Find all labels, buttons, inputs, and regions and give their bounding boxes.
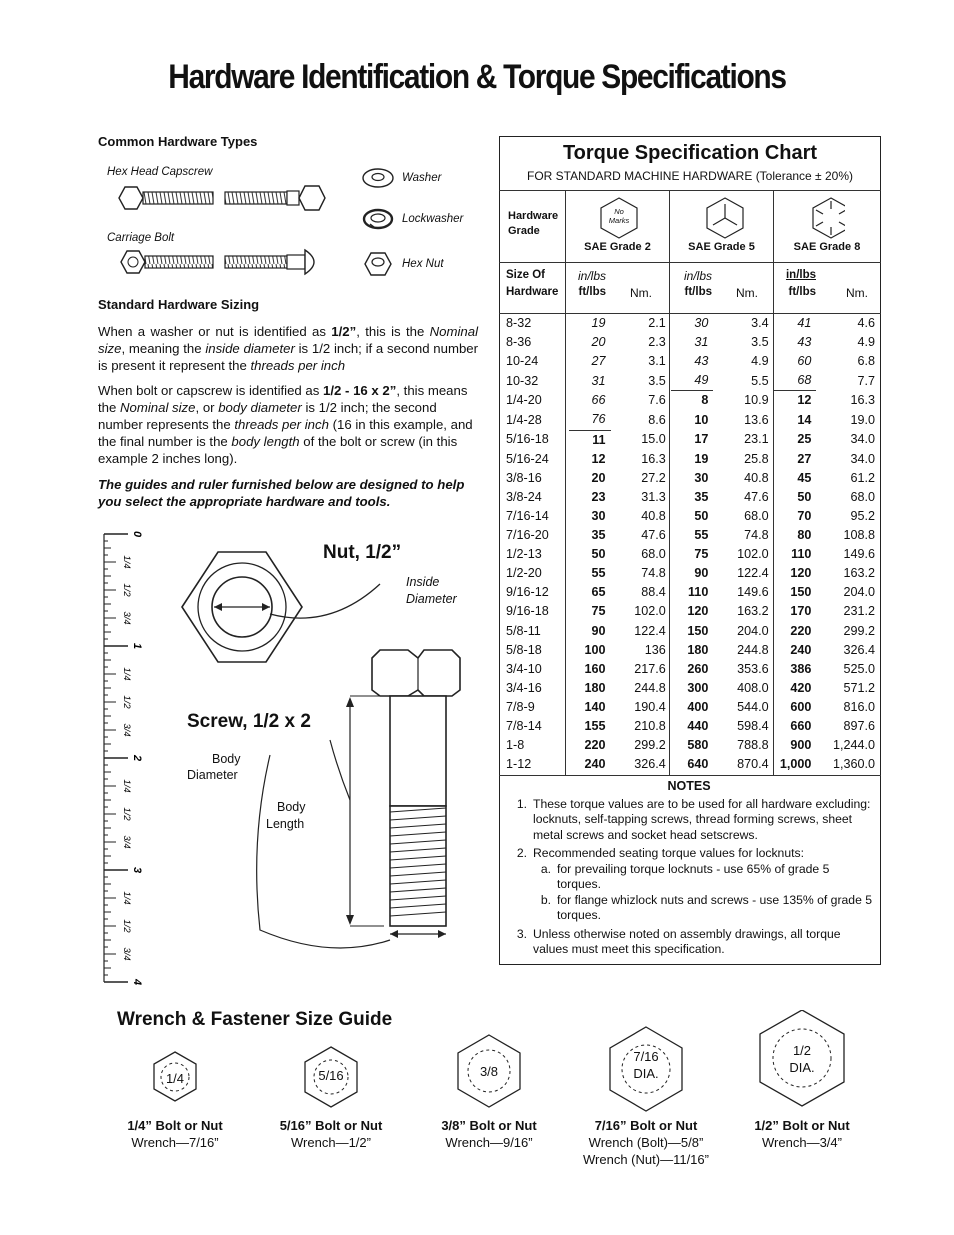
torque-cell-g2-ft: 55 [591,566,606,581]
carriage-bolt-label: Carriage Bolt [107,232,175,244]
torque-cell-g5-nm: 149.6 [737,585,769,600]
torque-cell-g5-ft: 300 [687,680,709,695]
torque-cell-g8-nm: 231.2 [843,604,875,619]
ruler-label: 1/4 [121,667,132,681]
ruler-label: 1/2 [121,695,132,709]
torque-cell-g2-nm: 2.3 [648,335,666,350]
washer-icons [360,166,396,278]
torque-row [500,469,880,488]
chart-divider [499,262,881,263]
torque-row [500,583,880,602]
torque-cell-g8-ft: 12 [797,393,812,408]
torque-cell-g2-nm: 136 [644,642,666,657]
torque-row [500,622,880,641]
nut-label: Nut, 1/2” [323,542,402,563]
g2-inlbs-header: in/lbs [577,269,606,283]
torque-cell-g2-ft: 140 [584,699,606,714]
g2-ftlbs-header: ft/lbs [578,286,606,298]
torque-cell-g5-nm: 47.6 [744,489,769,504]
torque-cell-g5-ft: 150 [687,623,709,638]
torque-cell-g8-ft: 70 [797,508,812,523]
torque-cell-g2-ft: 240 [584,757,606,772]
inch-ruler [98,528,148,988]
torque-cell-g2-nm: 47.6 [641,528,666,543]
torque-row [500,488,880,507]
torque-cell-g8-nm: 525.0 [843,661,875,676]
torque-cell-g5-ft: 31 [694,335,709,350]
torque-cell-g5-ft: 90 [694,566,709,581]
torque-cell-g2-nm: 40.8 [641,508,666,523]
note-2b: b. for flange whizlock nuts and screws - use 135% of grade 5 torques. [540,892,873,922]
nut-drawing [182,552,380,662]
torque-cell-g8-nm: 299.2 [843,623,875,638]
torque-cell-g5-nm: 408.0 [737,680,769,695]
ruler-label: 2 [131,754,143,762]
washer-label: Washer [402,172,442,184]
torque-cell-g5-nm: 870.4 [737,757,769,772]
note-2a: a. for prevailing torque locknuts - use 65% of grade 5 torques. [540,861,830,891]
torque-cell-g2-nm: 88.4 [641,585,666,600]
torque-cell-g8-ft: 170 [790,604,812,619]
g8-nm-header: Nm. [846,286,868,300]
torque-cell-g5-nm: 68.0 [744,508,769,523]
torque-cell-g8-ft: 27 [797,451,812,466]
lockwasher-label: Lockwasher [402,213,464,225]
note-3: 3. Unless otherwise noted on assembly drawings, all torque values must meet this specification. [516,926,841,956]
ruler-label: 1/2 [121,919,132,933]
torque-cell-g8-ft: 60 [797,354,812,369]
torque-cell-g5-nm: 3.4 [751,316,769,330]
chart-notes [503,779,875,958]
torque-cell-size: 9/16-18 [506,604,549,619]
torque-cell-g2-ft: 155 [584,718,606,733]
torque-cell-g2-nm: 16.3 [641,451,666,466]
wrench-item-1-4: 1/4” Bolt or Nut Wrench—7/16” [127,1118,223,1150]
torque-cell-g8-ft: 1,000 [779,757,812,772]
torque-cell-g5-nm: 23.1 [744,432,769,447]
torque-cell-g8-ft: 220 [790,623,812,638]
inside-diameter-label-2: Diameter [406,592,457,606]
body-diameter-label-1: Body [212,752,241,766]
torque-cell-size: 8-36 [506,335,532,350]
torque-cell-g8-nm: 34.0 [850,451,875,466]
torque-row [500,564,880,583]
grade8-bolt-head-icon [813,198,845,238]
sizing-paragraph-2: When bolt or capscrew is identified as 1/2 - 16 x 2”, this means the Nominal size, or body diameter is 1/2 inch; the second number represents the threads per inch (16 in this example, and the final number is the body length of the bolt or screw (in this example 2 inches long). [98,383,473,466]
hardware-drawings [115,180,330,280]
torque-cell-g5-nm: 244.8 [737,642,769,657]
torque-row [500,507,880,526]
torque-cell-g8-ft: 41 [797,316,812,330]
torque-cell-g5-nm: 122.4 [737,566,769,581]
hex-3-8-label: 3/8 [479,1064,499,1079]
torque-cell-g5-nm: 163.2 [737,604,769,619]
torque-cell-g2-nm: 190.4 [634,699,666,714]
wrench-item-5-16: 5/16” Bolt or Nut Wrench—1/2” [279,1118,383,1150]
torque-cell-size: 10-24 [506,354,539,369]
note-2: 2. Recommended seating torque values for locknuts: [516,846,804,860]
torque-cell-g8-ft: 50 [797,489,812,504]
torque-cell-size: 3/8-16 [506,470,542,485]
torque-cell-g5-nm: 40.8 [744,470,769,485]
ruler-label: 3/4 [121,835,132,849]
torque-row [500,526,880,545]
torque-cell-g5-ft: 580 [687,738,709,753]
torque-cell-g2-nm: 27.2 [641,470,666,485]
torque-cell-g8-nm: 7.7 [857,373,875,388]
ruler-label: 1/4 [121,891,132,905]
torque-cell-g8-nm: 19.0 [850,412,875,427]
torque-cell-g5-ft: 640 [687,757,709,772]
g5-ftlbs-header: ft/lbs [684,286,712,298]
notes-title: NOTES [667,779,711,793]
wrench-item-3-8: 3/8” Bolt or Nut Wrench—9/16” [441,1118,537,1150]
torque-cell-g5-nm: 353.6 [737,661,769,676]
torque-cell-g8-nm: 16.3 [850,393,875,408]
torque-cell-g5-ft: 50 [694,508,709,523]
torque-row [500,660,880,679]
torque-cell-g5-nm: 10.9 [744,393,769,408]
torque-cell-g5-nm: 4.9 [751,354,769,369]
torque-cell-g8-ft: 110 [791,547,812,562]
torque-row [500,450,880,469]
grade5-bolt-head-icon [707,198,743,238]
torque-cell-size: 10-32 [506,373,539,388]
torque-cell-g5-ft: 400 [687,699,709,714]
torque-cell-g8-nm: 61.2 [850,470,875,485]
note-1: 1. These torque values are to be used for all hardware excluding: locknuts, self-tapping screws, thread forming screws, sheet metal screws and socket head setscrews. [516,796,871,842]
torque-cell-g5-ft: 49 [671,371,714,391]
torque-cell-g8-nm: 326.4 [843,642,875,657]
ruler-label: 1/4 [121,555,132,569]
torque-cell-g2-ft: 90 [591,623,606,638]
hex-nut-label: Hex Nut [402,258,444,270]
no-marks-label-2: Marks [608,216,630,225]
torque-cell-g8-nm: 163.2 [843,566,875,581]
screw-drawing [257,650,460,948]
lockwasher-icon [364,210,392,228]
ruler-label: 4 [131,978,143,986]
torque-cell-g2-ft: 76 [569,410,611,430]
torque-cell-g8-ft: 420 [790,680,812,695]
torque-cell-g8-ft: 25 [797,432,812,447]
torque-cell-size: 7/16-14 [506,508,549,523]
torque-cell-g8-nm: 571.2 [843,680,875,695]
hardware-types-heading: Common Hardware Types [98,134,258,149]
torque-cell-g2-ft: 30 [591,508,606,523]
torque-cell-g2-nm: 299.2 [634,738,666,753]
torque-cell-g2-ft: 35 [591,528,606,543]
torque-cell-size: 1-8 [506,738,525,753]
ruler-label: 3 [131,866,143,874]
torque-cell-g5-ft: 35 [694,489,709,504]
wrench-item-7-16: 7/16” Bolt or Nut Wrench (Bolt)—5/8” Wrench (Nut)—11/16” [583,1118,709,1167]
torque-cell-g8-ft: 45 [797,470,812,485]
body-length-label-1: Body [277,800,306,814]
grade-8-label: SAE Grade 8 [793,241,861,253]
page-title: Hardware Identification & Torque Specifications [168,58,786,96]
sizing-heading: Standard Hardware Sizing [98,297,260,312]
hex-nut-icon [365,253,391,275]
torque-cell-size: 9/16-12 [506,585,549,600]
torque-cell-g2-nm: 326.4 [634,757,666,772]
torque-row [500,736,880,755]
torque-cell-g5-nm: 204.0 [737,623,769,638]
hex-1-2-label: 1/2 DIA. [789,1043,815,1075]
chart-divider [499,190,881,191]
torque-cell-size: 7/16-20 [506,528,549,543]
torque-cell-g2-nm: 244.8 [634,680,666,695]
torque-cell-g8-ft: 150 [790,585,812,600]
chart-title: Torque Specification Chart [562,142,818,164]
torque-cell-g8-nm: 34.0 [850,432,875,447]
ruler-label: 3/4 [121,947,132,961]
torque-row [500,717,880,736]
torque-cell-size: 3/4-10 [506,661,542,676]
inside-diameter-label-1: Inside [406,575,440,589]
torque-cell-size: 5/16-18 [506,432,549,447]
torque-cell-g2-nm: 217.6 [634,661,666,676]
torque-row [500,333,880,352]
torque-row [500,602,880,621]
hex-7-16-label: 7/16 DIA. [633,1049,659,1081]
torque-row [500,430,880,450]
chart-subtitle: FOR STANDARD MACHINE HARDWARE (Tolerance ± 20%) [527,169,853,183]
guide-note: The guides and ruler furnished below are designed to help you select the appropriate hardware and tools. [98,477,465,509]
hex-capscrew-drawing [119,186,325,210]
torque-cell-size: 1/4-28 [506,412,542,427]
torque-cell-g2-ft: 50 [591,547,606,562]
torque-cell-g2-nm: 3.5 [648,373,666,388]
torque-cell-g8-nm: 68.0 [850,489,875,504]
torque-cell-g5-ft: 17 [694,432,709,447]
hardware-grade-label-2: Grade [508,225,540,237]
torque-cell-g2-nm: 102.0 [634,604,666,619]
torque-cell-g5-ft: 8 [701,393,709,408]
washer-icon [363,169,393,187]
torque-cell-g2-ft: 31 [591,373,606,388]
torque-cell-g5-ft: 10 [694,412,709,427]
torque-cell-g5-nm: 544.0 [737,699,769,714]
torque-cell-g5-nm: 102.0 [737,547,769,562]
torque-cell-g2-ft: 160 [584,661,606,676]
torque-cell-g8-nm: 204.0 [843,585,875,600]
torque-cell-g2-ft: 75 [591,604,606,619]
torque-cell-g2-ft: 19 [591,316,606,330]
ruler-label: 1/4 [121,779,132,793]
torque-cell-g8-ft: 43 [797,335,812,350]
torque-cell-g2-ft: 20 [591,335,606,350]
torque-cell-g8-nm: 95.2 [850,508,875,523]
torque-cell-size: 5/8-18 [506,642,542,657]
torque-cell-g2-ft: 65 [591,585,606,600]
torque-cell-g2-nm: 122.4 [634,623,666,638]
g5-inlbs-header: in/lbs [683,269,712,283]
torque-cell-g2-ft: 180 [584,680,606,695]
ruler-label: 0 [131,530,143,538]
torque-cell-g5-ft: 120 [687,604,709,619]
torque-cell-g5-nm: 13.6 [744,412,769,427]
torque-cell-g5-ft: 440 [687,718,709,733]
torque-cell-size: 3/8-24 [506,489,542,504]
g2-nm-header: Nm. [630,286,652,300]
body-length-label-2: Length [266,817,305,831]
torque-cell-g2-ft: 11 [592,432,606,447]
torque-cell-g2-ft: 23 [591,489,606,504]
torque-cell-size: 1/4-20 [506,393,542,408]
torque-cell-size: 5/16-24 [506,451,549,466]
torque-cell-g8-nm: 108.8 [843,528,875,543]
torque-cell-g5-nm: 3.5 [751,335,769,350]
hex-1-4-label: 1/4 [165,1071,185,1086]
sizing-paragraph-1: When a washer or nut is identified as 1/2”, this is the Nominal size, meaning the inside diameter is 1/2 inch; if a second number is present it represent the threads per inch [98,324,479,373]
torque-cell-g2-ft: 100 [584,642,606,657]
torque-cell-g8-ft: 386 [790,661,812,676]
torque-cell-g8-ft: 600 [790,699,812,714]
torque-row [500,371,880,391]
hex-capscrew-label: Hex Head Capscrew [107,166,213,178]
torque-cell-g5-nm: 598.4 [737,718,769,733]
body-diameter-label-2: Diameter [187,768,238,782]
torque-cell-size: 8-32 [506,316,532,330]
ruler-label: 3/4 [121,723,132,737]
torque-cell-g8-ft: 660 [790,718,812,733]
hex-5-16-label: 5/16 [318,1068,344,1083]
ruler-label: 1/2 [121,807,132,821]
torque-cell-g8-nm: 4.6 [857,316,875,330]
torque-cell-g8-ft: 900 [790,738,812,753]
wrench-guide-heading: Wrench & Fastener Size Guide [117,1009,393,1030]
torque-cell-g2-nm: 2.1 [648,316,666,330]
torque-cell-size: 5/8-11 [506,623,541,638]
torque-row [500,698,880,717]
torque-cell-g5-nm: 788.8 [737,738,769,753]
ruler-label: 1 [131,642,143,650]
torque-cell-size: 1/2-13 [506,547,542,562]
torque-table [500,314,880,774]
torque-row [500,314,880,333]
g8-inlbs-header: in/lbs [785,269,816,281]
torque-cell-g5-ft: 180 [687,642,709,657]
torque-cell-g2-nm: 15.0 [641,432,666,447]
chart-divider [499,775,881,776]
torque-cell-g8-nm: 6.8 [857,354,875,369]
torque-row [500,755,880,774]
no-marks-label-1: No [614,207,624,216]
torque-cell-size: 3/4-16 [506,680,542,695]
torque-cell-g8-nm: 1,244.0 [832,738,875,753]
torque-cell-g8-ft: 120 [790,566,812,581]
torque-cell-g2-nm: 3.1 [648,354,666,369]
torque-cell-g5-ft: 75 [694,547,709,562]
torque-cell-g2-nm: 31.3 [641,489,666,504]
grade-5-label: SAE Grade 5 [688,241,755,253]
torque-cell-g8-nm: 4.9 [857,335,875,350]
grade-2-label: SAE Grade 2 [584,241,651,253]
torque-cell-g2-ft: 66 [591,393,606,408]
torque-row [500,391,880,411]
torque-cell-g8-nm: 149.6 [843,547,875,562]
hardware-grade-label-1: Hardware [508,210,559,222]
torque-cell-g8-ft: 240 [790,642,812,657]
torque-cell-g5-ft: 55 [694,528,709,543]
torque-cell-g8-nm: 1,360.0 [832,757,875,772]
torque-cell-g5-ft: 30 [694,470,709,485]
torque-cell-g5-ft: 30 [694,316,709,330]
torque-cell-g8-ft: 68 [774,371,817,391]
torque-row [500,679,880,698]
size-of-label-1: Size Of [506,269,545,281]
torque-cell-size: 7/8-14 [506,718,542,733]
ruler-label: 1/2 [121,583,132,597]
torque-cell-g2-nm: 74.8 [641,566,666,581]
torque-cell-g5-nm: 5.5 [751,373,769,388]
torque-cell-g2-nm: 68.0 [641,547,666,562]
torque-cell-g5-ft: 260 [687,661,709,676]
g8-ftlbs-header: ft/lbs [788,286,816,298]
g5-nm-header: Nm. [736,286,758,300]
torque-cell-g8-nm: 816.0 [843,699,875,714]
torque-cell-g2-nm: 7.6 [648,393,666,408]
carriage-bolt-drawing [121,250,314,274]
torque-cell-g5-ft: 43 [694,354,709,369]
torque-row [500,410,880,430]
torque-cell-g2-ft: 27 [591,354,606,369]
screw-label: Screw, 1/2 x 2 [187,711,311,732]
torque-cell-g8-ft: 80 [797,528,812,543]
torque-cell-g2-nm: 8.6 [648,412,666,427]
torque-cell-size: 7/8-9 [506,699,535,714]
torque-cell-g5-nm: 25.8 [744,451,769,466]
torque-cell-g2-ft: 20 [591,470,606,485]
torque-cell-size: 1-12 [506,757,532,772]
torque-cell-g5-ft: 110 [688,585,709,600]
torque-cell-g2-ft: 12 [591,451,606,466]
torque-row [500,352,880,371]
torque-cell-g5-nm: 74.8 [744,528,769,543]
torque-cell-g2-nm: 210.8 [634,718,666,733]
torque-row [500,545,880,564]
size-of-label-2: Hardware [506,286,559,298]
ruler-label: 3/4 [121,611,132,625]
torque-cell-size: 1/2-20 [506,566,542,581]
torque-cell-g8-nm: 897.6 [843,718,875,733]
torque-cell-g5-ft: 19 [694,451,709,466]
torque-row [500,641,880,660]
wrench-item-1-2: 1/2” Bolt or Nut Wrench—3/4” [754,1118,850,1150]
torque-cell-g2-ft: 220 [584,738,606,753]
torque-cell-g8-ft: 14 [797,412,812,427]
